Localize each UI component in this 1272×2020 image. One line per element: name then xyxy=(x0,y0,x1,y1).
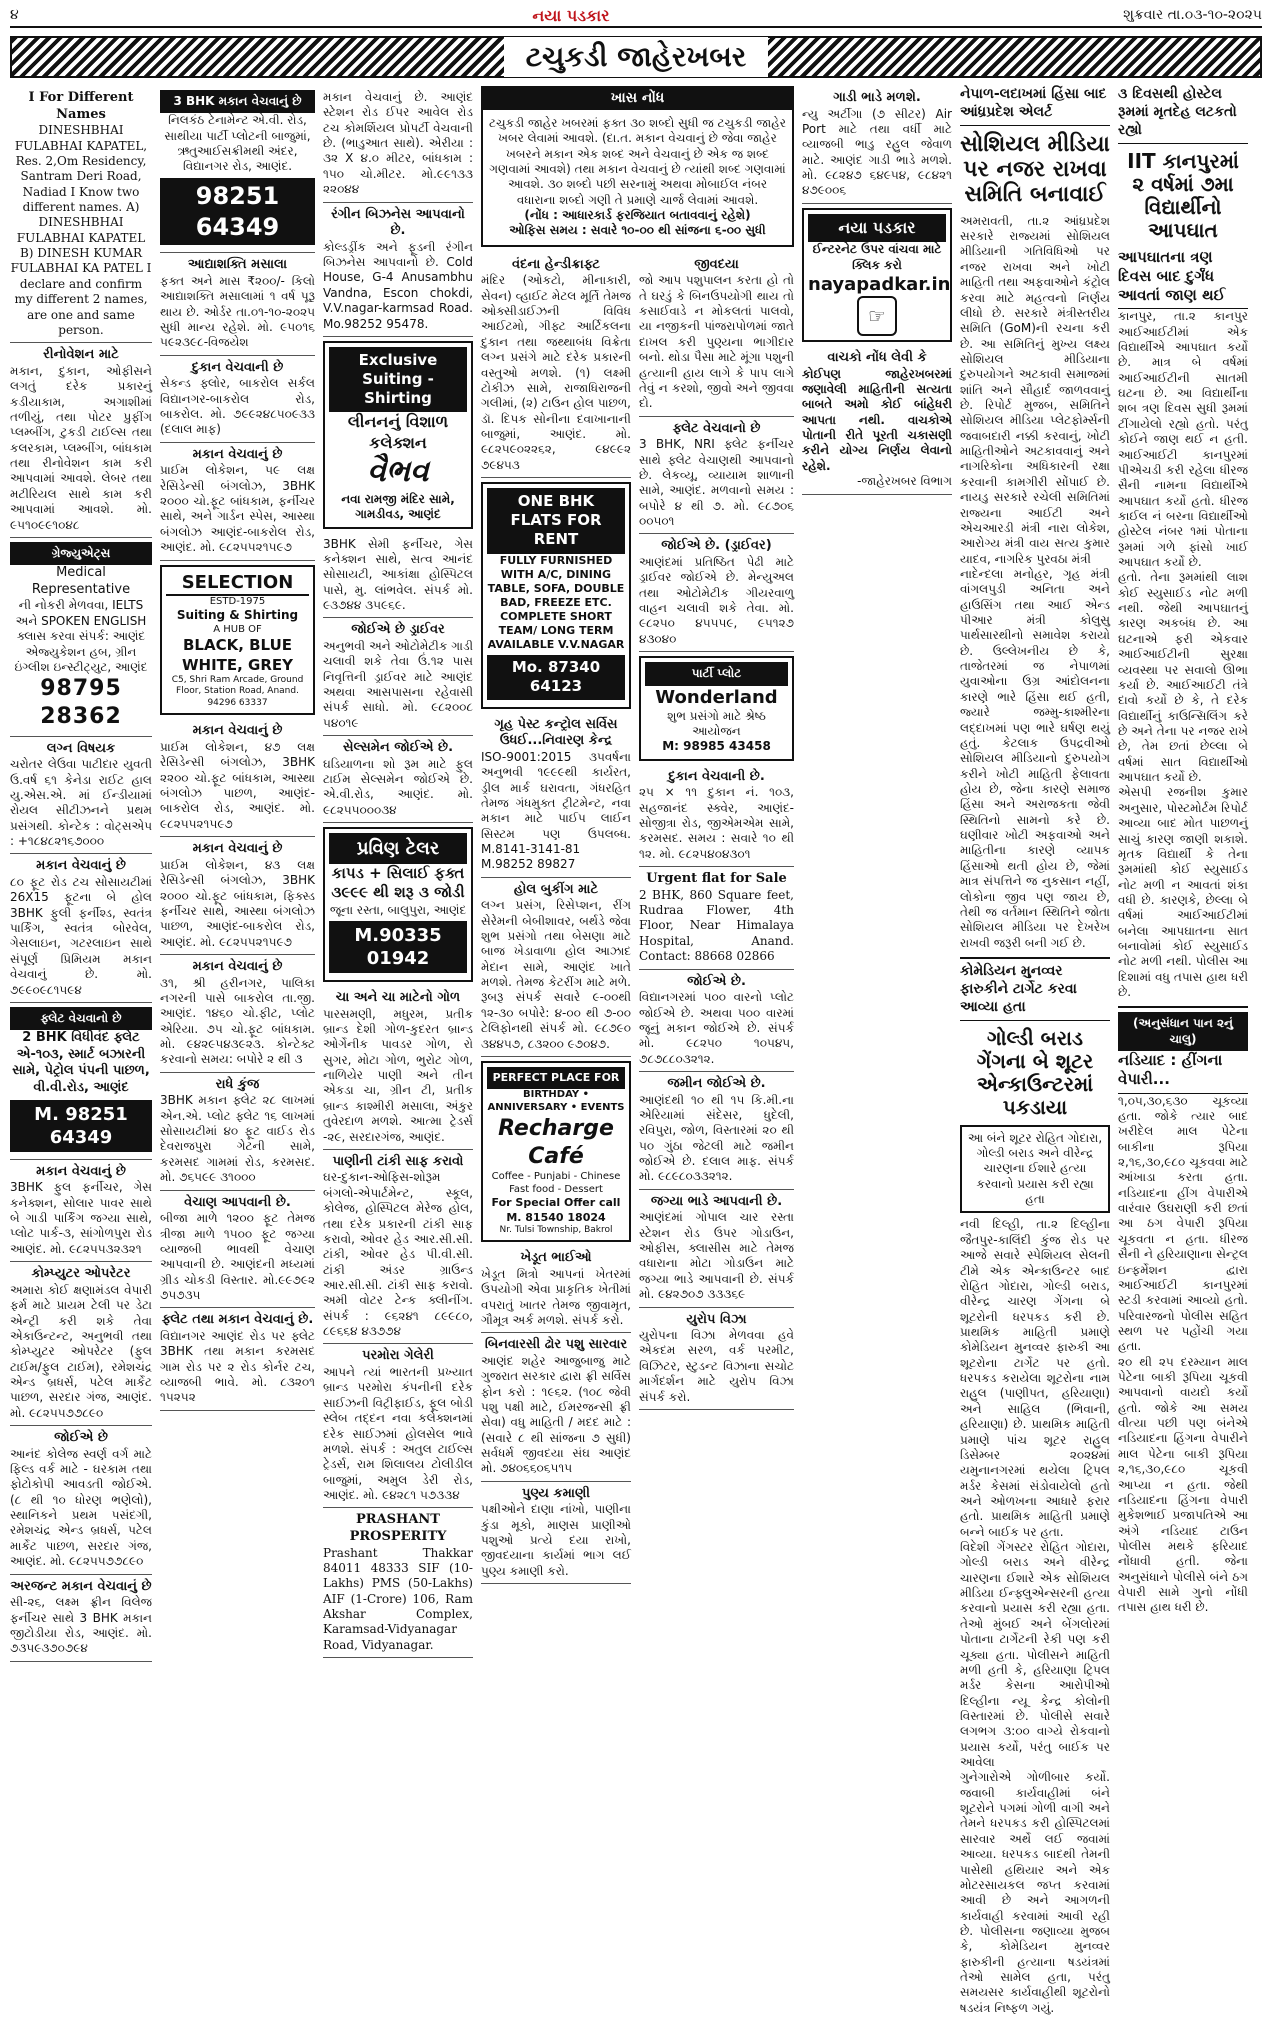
ad-title: મકાન વેચવાનું છે xyxy=(192,958,283,974)
ad-title: નયા પડકાર xyxy=(808,214,946,242)
ad-text: ન્યુ અર્ટીગા (૭ સીટર) Air Port માટે તથા વર્ધી માટે વ્યાજબી ભાડુ રહુલ જેવાળ માટે. આણંદ ગાડી ભાડે મળશે. મો. ૯૮૨૪૭ ૬૪૯૫૪, ૯૮૪૨૧ ૪૭૯૦૦૬ xyxy=(802,106,952,198)
ad-title: પરમોરા ગેલેરી xyxy=(362,1348,434,1364)
marriage-ad xyxy=(10,737,152,855)
gallery-ad xyxy=(323,1344,473,1508)
ad-text: પક્ષીઓને દાણા નાંખો, પાણીના કુંડા મૂકો, માણસ પ્રાણીઓ પશુઓ પ્રત્યે દયા રાખો, જીવદયાના કાર્યમાં ભાગ લઈ પુણ્ય કમાણી કરો. xyxy=(481,1502,631,1578)
ad-text: પારસમણી, મધુરમ, પ્રતીક બ્રાન્ડ દેશી ગોળ-કુદરત બ્રાન્ડ ઓર્ગેનીક પાવડર ગોળ, રો સુગર, મોટા ગોળ, ભુરોટ ગોળ, નાળિયેર પાણી અને તીન એકડા ચા, ગ્રીન ટી, પ્રતીક બ્રાન્ડ કાશ્મીરી મસાલા, અંકુર તુવેરદાળ મળશે. આત્મા ટ્રેડર્સ -૨૯, સરદારગંજ, આણંદ. xyxy=(323,1006,473,1144)
ad-text: આણંદમાં ગોપાલ ચાર રસ્તા સ્ટેશન રોડ ઉપર ગોડાઉન, ઓફીસ, ક્લાસીસ માટે તેમજ વધારાના મોટા ગોડાઉન માટે જગ્યા ભાડે આપવાની છે. સંપર્ક મો. ૯૪૨૭૦૭ ૩૩૩૬૯ xyxy=(639,1210,794,1302)
ad-text: ફક્ત અને માસ ₹૨૦૦/- કિલો આદ્યાશક્તિ મસાલામાં ૧ વર્ષ પૂરૂ થાય છે. ઓર્ડર તા.૦૧-૧૦-૨૦૨૫ સુધી માન્ય રહેશે. મો. ૯૫૦૧૬ ૫૯૨૩૯૮-વિજયેશ xyxy=(160,273,315,350)
news-body: અમરાવતી, તા.૨ આંધ્રપ્રદેશ સરકારે રાજ્યમાં સોશિયલ મીડિયાની ગતિવિધિઓ પર નજર રાખવા અને ખોટી માહિતી તથા અફવાઓને કંટ્રોલ કરવા માટે મહત્વનો નિર્ણય લીધો છે. સરકારે મંત્રીસ્તરીય સમિતિ (GoM)ની રચના કરી છે. આ સમિતિનું મુખ્ય લક્ષ્ય સોશિયલ મીડિયાના દુરુપયોગને અટકાવી સમાજમાં શાંતિ અને સૌહાર્દ જાળવવાનું છે. રિપોર્ટ મુજબ, સમિતિને સોશિયલ મીડિયા પ્લેટફોર્મ્સની જવાબદારી નક્કી કરવાનું, ખોટી માહિતીઓને અટકાવવાનું અને નાગરિકોના અધિકારની રક્ષા કરવાની કામગીરી સોંપાઈ છે. નાયડુ સરકારે રચેલી સમિતિમાં રાજ્યના આઈટી અને એચઆરડી મંત્રી નારા લોકેશ, આરોગ્ય મંત્રી વાય સત્ય કુમાર યાદવ, નાગરિક પુરવઠા મંત્રી xyxy=(960,213,1110,566)
ad-title: I For Different Names xyxy=(28,90,134,122)
ad-title: ખેડૂત ભાઈઓ xyxy=(520,1250,592,1266)
news-body: કાનપુર, તા.૨ કાનપુર આઈઆઈટીમાં એક વિદ્યાર્થીએ આપઘાત કર્યો છે. માત્ર બે વર્ષમાં આઈઆઈટીની સાતમી ઘટના છે. આ વિદ્યાર્થીના શબ ત્રણ દિવસ સુધી રૂમમાં ટીંગાયેલો રહ્યો હતો. પરંતુ કોઈને જાણ થઈ ન હતી. આઈઆઈટી કાનપુરમાં પીએચડી કરી રહેલા ધીરજ સૈની નામના વિદ્યાર્થીએ આપઘાત કર્યો હતો. ધીરજ કાઈલ નં બરના વિદ્યાર્થીઓ હોસ્ટેલ નંબર ૧માં પોતાના રૂમમાં ગળે ફાંસો ખાઈ આપઘાત કર્યો છે. xyxy=(1118,309,1248,570)
news-kicker: નેપાળ-લદાખમાં હિંસા બાદ આંધ્રપ્રદેશ એલર્ટ xyxy=(960,86,1110,126)
ad-line: Suiting & Shirting xyxy=(176,608,299,623)
ad-signature: -જાહેરખબર વિભાગ xyxy=(857,474,952,489)
ad-title: વેચાણ આપવાની છે. xyxy=(184,1194,291,1210)
ad-subtitle: Medical Representative xyxy=(31,565,131,597)
ad-address: C5, Shri Ram Arcade, Ground Floor, Station Road, Anand. 94296 63337 xyxy=(171,674,304,708)
ad-title: પાણીની ટાંકી સાફ કરાવો xyxy=(332,1153,464,1169)
readers-note xyxy=(802,346,952,495)
ad-title: રીનોવેશન માટે xyxy=(43,347,119,363)
ad-title: રાધે કુંજ xyxy=(215,1076,260,1092)
news-body: એસપી રજનીશ કુમાર અનુસાર, પોસ્ટમોર્ટમ રિપોર્ટ આવ્યા બાદ મોત પાછળનું સાચું કારણ જાણી શકાશે. મૃતક વિદ્યાર્થી કે તેના રૂમમાંથી કોઈ સ્યુસાઈડ નોટ મળી ન આવતાં શંકા વધી છે. કારણકે, છેલ્લા બે વર્ષમાં આઈઆઈટીમાં બનેલા આપઘાતના સાત બનાવોમાં કોઈ સ્યુસાઈડ નોટ મળી નથી. પોલીસ આ દિશામાં વધુ તપાસ હાથ ધરી છે. xyxy=(1118,785,1248,1000)
ad-text: 3BHK મકાન ફ્લેટ ૨૮ લાખમાં એન.એ. પ્લોટ ફ્લેટ ૧૬ લાખમાં સોસાયટીમાં ૪૦ ફૂટ વાઈડ રોડ દેવરાજપુરા ગેટની સામે, કરમસદ ગામમાં રોડ, કરમસદ. મો. ૭૬૫૯૯ ૩૧૦૦૦ xyxy=(160,1093,315,1185)
ad-line: A HUB OF xyxy=(213,623,262,635)
ad-title: મકાન વેચવાનું છે xyxy=(36,858,126,874)
classifieds-banner xyxy=(10,36,1262,78)
bhk-sale-ad xyxy=(160,86,315,253)
ad-text: ૨૫ × ૧૧ દુકાન નં. ૧૦૩, સહજાનંદ સ્ક્વેર, આણંદ-સોજીત્રા રોડ, જીએમએમ સામે, કરમસદ. સમય : સવારે ૧૦ થી ૧૨. મો. ૯૮૨૫૪૦૪૩૦૧ xyxy=(639,785,794,861)
party-plot-ad xyxy=(639,656,794,760)
ad-list: BIRTHDAY • ANNIVERSARY • EVENTS xyxy=(487,1088,625,1113)
vaibhav-ad xyxy=(323,341,473,529)
house-sale-ad xyxy=(160,719,315,837)
ad-phone: M: 98985 43458 xyxy=(662,739,771,754)
column-5 xyxy=(639,253,794,1584)
ad-text: કાપડ + સિલાઈ ફક્ત ૩૯૯૯ થી શરૂ ૩ જોડી xyxy=(331,864,465,902)
ad-title: જીવદયા xyxy=(694,256,739,272)
ad-title: મકાન વેચવાનું છે xyxy=(36,1163,126,1179)
ad-title: પ્રવિણ ટેલર xyxy=(329,833,467,864)
mouse-click-icon: ☞ xyxy=(857,296,897,336)
ad-text: કોઈપણ જાહેરખબરમાં જણાવેલી માહિતીની સત્યતા બાબતે અમો કોઈ બાંહેધરી આપતા નથી. વાચકોએ પોતાની રીતે પૂરતી ચકાસણી કરીને યોગ્ય નિર્ણય લેવાનો રહેશે. xyxy=(802,366,952,473)
hall-booking-ad xyxy=(481,878,631,1057)
news-body: ૧,૦૫,૩૦,૬૩૦ ચૂકવ્યા હતા. જોકે ત્યાર બાદ ખરીદેલ માલ પેટેના બાકીના રૂપિયા ૨,૧૬,૩૦,૯૮૦ ચૂકવવા માટે આંખાડા કરતા હતા. નડિયાદના હીંગ વેપારીએ વારંવાર ઉઘરાણી કરી છતાં આ ઠગ વેપારી રૂપિયા ચૂકવતા ન હતા. ધીરજ સૈની ને હરિયાણાના સેન્ટ્રલ ઇન્ફર્મેશન દ્વારા આઈઆઈટી કાનપુરમાં સ્ટડી કરવામાં આવ્યો હતો. પરિવારજનો પોલીસ સહિત સ્થળ પર પહોંચી ગયા હતા. xyxy=(1118,1093,1248,1354)
renovation-ad xyxy=(10,343,152,538)
news-body: ૨૦ થી ૨૫ દરમ્યાન માલ પેટેના બાકી રૂપિયા ચૂકવી આપવાનો વાયદો કર્યો હતો. જોકે આ સમય વીત્યા પછી પણ બંનેએ નડિયાદના હિંગના વેપારીને માલ પેટેના બાકી રૂપિયા ૨,૧૬,૩૦,૯૮૦ ચૂકવી આપ્યા ન હતા. જેથી નડિયાદના હિંગના વેપારી મુકેશભાઈ પ્રજાપતિએ આ અંગે નડિયાદ ટાઉન પોલીસ મથકે ફરિયાદ નોંધાવી હતી. જેના અનુસંધાને પોલીસે બંને ઠગ વેપારી સામે ગુનો નોંધી તપાસ હાથ ધરી છે. xyxy=(1118,1354,1248,1615)
animal-care-ad xyxy=(481,1333,631,1482)
bhk-ad xyxy=(323,533,473,619)
news-headline: ગોલ્ડી બરાડ ગેંગના બે શૂટર એન્કાઉન્ટરમાં પકડાયા xyxy=(976,1025,1094,1119)
ad-text: પ્રાઈમ લોકેશન, ૫૯ લક્ષ રેસિડેન્સી બંગલોઝ, 3BHK ૨૦૦૦ ચો.ફૂટ બાંધકામ, ફર્નીચર સાથે, અને ગાર્ડન સ્પેસ, આસ્થા બંગલોઝ આણંદ-બાકરોલ રોડ, આણંદ. મો. ૯૮૨૫૫૨૧૫૯૭ xyxy=(160,463,315,555)
ad-title: ચા અને ચા માટેનો ગોળ xyxy=(335,990,461,1005)
shop-sale-ad xyxy=(160,356,315,443)
ad-phone: M.90335 01942 xyxy=(329,921,467,973)
column-3 xyxy=(323,86,473,2016)
urgent-flat-ad xyxy=(639,867,794,969)
ad-subtitle: ઈન્ટરનેટ ઉપર વાંચવા માટે ક્લિક કરો xyxy=(812,242,942,272)
ad-text: બીજા માળે ૧૨૦૦ ફૂટ તેમજ ત્રીજા માળે ૧૫૦૦ ફૂટ જગ્યા વ્યાજબી ભાવથી વેચાણ આપવાની છે. આણંદની મધ્યમાં ગ્રીડ ચોકડી વિસ્તાર. મો.૯૯૭૯૨ ૭૫૭૩૫ xyxy=(160,1211,315,1302)
sale-ad xyxy=(160,1191,315,1309)
ad-title: ફ્લેટ વેચવાનો છે xyxy=(672,420,761,436)
ad-title: વાચકો નોંધ લેવી કે xyxy=(827,350,927,365)
ad-phone: For Special Offer call M. 81540 18024 xyxy=(491,1196,621,1224)
ad-title: 3 BHK મકાન વેચવાનું છે xyxy=(160,90,315,113)
driver-ad xyxy=(639,534,794,652)
ad-title: પાર્ટી પ્લોટ xyxy=(645,662,788,685)
news-headline: સોશિયલ મીડિયા પર નજર રાખવા સમિતિ બનાવાઈ xyxy=(960,131,1110,208)
ad-title: યુરોપ વિઝા xyxy=(686,1311,747,1327)
ad-text: જો આપ પશુપાલન કરતા હો તો તે ઘરડું કે બિનઉપયોગી થાય તો કસાઈવાડે ન મોકલતાં પાલવો, યા નજીકની પાંજરાપોળમાં જાતે દાખલ કરી પુણ્યના ભાગીદાર બનો. થોડા પૈસા માટે મૂંગા પશુની હત્યાની હાય લાગે કે પાપ લાગે તેવું ન કરશો, જીવો અને જીવવા દો. xyxy=(639,273,794,411)
ad-text: અમારા કોઈ ક્ષણામંડલ વેપારી ફર્મ માટે પ્રાયમ ટેલી પર ડેટા એન્ટ્રી કરી શકે તેવા એકાઉન્ટન્ટ, અનુભવી તથા કોમ્પ્યુટર ઓપરેટર (ફુલ ટાઈમ/ફુલ ટાઈમ), રમેશચંદ્ર એન્ડ બ્રધર્સ, પટેલ માર્કેટ પાછળ, સરદાર ગંજ, આણંદ. મો. ૯૮૨૫૫૭૭૮૯૦ xyxy=(10,1282,152,1420)
classifieds-title: ટચુકડી જાહેરખબર xyxy=(504,37,769,77)
ad-text: આણંદમાં પ્રતિષ્ઠિત પેઢી માટે ડ્રાઈવર જોઈએ છે. મેન્યુઅલ તથા ઓટોમેટીક ગીયરવાળુ વાહન ચલાવી શકે તેવા. મો. ૯૮૨૫૦ ૪૫૫૫૯, ૯૫૧૨૭ ૪૩૦૪૦ xyxy=(639,555,794,646)
ad-title: SELECTION xyxy=(166,571,309,596)
ad-text: લગ્ન પ્રસંગ, રિસેપ્શન, રીંગ સેરેમની બેબીશાવર, બર્થડે જેવા શુભ પ્રસંગો તથા બેસણા માટે બાજ ખેડાવાળા હોલ આઝાદ મેદાન સામે, આણંદ ખાતે મળશે. તેમજ કેટરીંગ માટે મળે. રૂબરૂ સંપર્ક સવારે ૯-૦૦થી ૧૨-૩૦ બપોરે: ૪-૦૦ થી ૭-૦૦ ટેલિફોનથી સંપર્ક મો. ૯૮૭૯૦ ૩૪૪૫૭, ૮૩૨૦૦ ૯૭૦૪૭. xyxy=(481,898,631,1051)
ad-text: ચરોતર લેઉવા પાટીદાર યુવતી ઉ.વર્ષ ૬૧ કેનેડા રાઈટ હાલ યુ.એસ.એ. માં ઈન્ડીયામાં રોયલ સીટીઝનને પ્રથમ પ્રસંગથી. કોન્ટેક : વોટ્સએપ : +૧૮૪૮૨૧૬૭૦૦૦ xyxy=(10,757,152,848)
ad-text: મંદિર (ઓકટો, મીનાકારી, સેવન) વ્હાઈટ મેટલ મૂર્તિ તેમજ ઓક્સીડાઈઝની વિવિધ આઈટમો, ગીફ્ટ આર્ટિકલના દુકાન તથા જથ્થાબંધ વિક્રેતા લગ્ન પ્રસંગે માટે દરેક પ્રકારની વસ્તુઓ મળશે. (૧) લક્ષ્મી ટોકીઝ સામે, રાજાધિરાજની ગલીમાં, (૨) ટાઉન હોલ પાછળ, ડૉ. દિપક સોનીના દવાખાનાની બાજુમાં, આણંદ. મો. ૯૮૨૫૯૦૨૨૬૨, ૯૪૯૯૨ ૭૯૪૫૩ xyxy=(481,273,631,472)
ad-address: નવા રામજી મંદિર સામે, ગામડીવડ, આણંદ xyxy=(341,491,455,522)
house-sale-ad xyxy=(10,854,152,1003)
space-rent-ad xyxy=(639,1190,794,1308)
ad-title: ગ્રેજ્યુએટ્સ xyxy=(10,542,152,565)
ad-title: જોઈએ છે. (ડ્રાઈવર) xyxy=(661,538,772,554)
ad-title: ફ્લેટ વેચવાનો છે xyxy=(10,1007,152,1030)
ad-text: અનુભવી અને ઓટોમેટીક ગાડી ચલાવી શકે તેવા ઉં.૧૨ પાસ નિવૃત્તિની ડ્રાઈવર માટે આણંદ અથવા આસપાસના રહેવાસી સંપર્ક સાધો. મો. ૯૮૨૦૦૮ ૫૪૦૧૯ xyxy=(323,638,473,730)
ad-text: ઘડિયાળના શો રૂમ માટે ફુલ ટાઈમ સેલ્સમેન જોઈએ છે. એ.વી.રોડ, આણંદ. મો. ૯૮૨૫૫૦૦૦૩૪ xyxy=(323,756,473,817)
ad-title: જગ્યા ભાડે આપવાની છે. xyxy=(650,1193,783,1209)
ad-text: DINESHBHAI FULABHAI KAPATEL, Res. 2,Om Residency, Santram Deri Road, Nadiad I Know two different names. A) DINESHBHAI FULABHAI KAPATEL B) DINESH KUMAR FULABHAI KA PATEL I declare and confirm my different 2 names, are one and same person. xyxy=(10,123,152,337)
newspaper-brand: નયા પડકાર xyxy=(532,5,610,25)
ad-text: ઘર-દુકાન-ઓફિસ-શોરૂમ બંગલો-એપાર્ટમેન્ટ, સ્કૂલ, કોલેજ, હોસ્પિટલ મેરેજ હોલ, તથા દરેક પ્રકારની ટાંકી સાફ કરાવો, ઓવર હેડ આર.સી.સી. ટાંકી, ઓવર હેડ પી.વી.સી. ટાંકી અંડર ગ્રાઉન્ડ આર.સી.સી. ટાંકી સાફ કરાવો. અમી વોટર ટેન્ક ક્લીનીંગ. સંપર્ક : ૯૬૨૪૧ ૮૯૯૮૦, ૮૯૬૬૪ ૪૩૭૭૪ xyxy=(323,1170,473,1339)
news4-story xyxy=(1118,1006,1248,1615)
ad-title: ફ્લેટ તથા મકાન વેચવાનું છે. xyxy=(161,1312,314,1328)
office-time: ઓફિસ સમય : સવારે ૧૦-૦૦ થી સાંજના ૬-૦૦ સુધી xyxy=(509,223,766,238)
shop-sale-ad xyxy=(639,765,794,867)
news2-story xyxy=(960,957,1110,2016)
continuation-tag: (અનુસંધાન પાન ૨નું ચાલુ) xyxy=(1118,1012,1248,1051)
radhe-kunj-ad xyxy=(160,1073,315,1191)
news-inset: આ બંને શૂટર રોહિત ગોદારા, ગોલ્ડી બરાડ અને વીરેન્દ્ર ચારણના ઈશારે હત્યા કરવાનો પ્રયાસ કરી રહ્યા હતા xyxy=(960,1125,1110,1214)
ad-line: BLACK, BLUE WHITE, GREY xyxy=(181,636,294,674)
ad-text: 3 BHK, NRI ફ્લેટ ફર્નીચર સાથે ફ્લેટ વેચાણથી આપવાનો છે. લેકવ્યૂ, વ્યાયામ શાળાની સામે, આણંદ. મળવાનો સમય : બપોરે ૪ થી ૭. મો. ૯૮૭૦૬ ૦૦૫૦૧ xyxy=(639,437,794,529)
tea-ad xyxy=(323,986,473,1150)
ad-title: મકાન વેચવાનું છે xyxy=(192,723,283,739)
jivdaya-ad xyxy=(639,253,794,417)
driver-ad xyxy=(323,618,473,736)
column-7-news xyxy=(960,86,1110,2016)
business-ad xyxy=(323,203,473,337)
ad-address: Nr. Tulsi Township, Bakrol xyxy=(499,1224,613,1235)
ad-text: આપને ત્યાં ભારતની પ્રખ્યાત બ્રાન્ડ પરમોરા કંપનીની દરેક સાઈઝની વિટ્રીફાઈડ, ફૂલ બોડી સ્લેબ તદ્દન નવા કલેક્શનમાં દરેક સાઈઝમાં હોલસેલ ભાવે મળશે. સંપર્ક : અતુલ ટાઈલ્સ ટ્રેડર્સ, રામ શિલાલય ટોલીડીલ બાજુમાં, અમુલ ડેરી રોડ, આણંદ. મો. ૯૪૨૮૧ ૫૭૩૩૪ xyxy=(323,1365,473,1502)
ad-subtitle: લીનનનું વિશાળ કલેક્શન xyxy=(347,412,449,452)
special-note xyxy=(481,86,794,247)
prashant-ad xyxy=(323,1508,473,1658)
news-kicker: કોમેડિયન મુનવ્વર ફારુકીને ટાર્ગેટ કરવા આવ્યા હતા xyxy=(960,963,1110,1021)
ad-text: મકાન, દુકાન, ઓફીસને લગતું દરેક પ્રકારનું કડીયાકામ, અગાશીમાં તળીયું, તથા પોટર પ્રુફીંગ પ્લમ્બીંગ, ટુકડી ટાઈલ્સ તથા કલરકામ, પ્લમ્બીંગ, બાંધકામ તથા રીનોવેશન કામ કરી આપવામાં આવશે. લેબર તથા મટીરિયલ સાથે કામ કરી આપવામાં આવશે. મો. ૯૫૧૦૯૯૧૦૪૮ xyxy=(10,363,152,532)
ad-title: જોઈએ છે. xyxy=(687,973,746,989)
columns xyxy=(10,86,1262,2016)
news-subhead: આપઘાતના ત્રણ દિવસ બાદ દુર્ગંધ આવતાં જાણ થઈ xyxy=(1118,248,1248,310)
ad-text: 3BHK ફુલ ફર્નીચર, ગેસ કનેક્શન, સોલાર પાવર સાથે બે ગાડી પાર્કિંગ જગ્યા સાથે, પ્લોટ પાર્ક-૩, સાંગોળપુરા રોડ આણંદ. મો. ૯૮૨૫૫૩૨૩૨૧ xyxy=(10,1180,152,1256)
car-rent-ad xyxy=(802,86,952,204)
name-change-ad xyxy=(10,86,152,343)
news-kicker: ૩ દિવસથી હોસ્ટેલ રૂમમાં મૃતદેહ લટકતો રહ્યો xyxy=(1118,86,1248,144)
ad-title: ONE BHK FLATS FOR RENT xyxy=(487,488,625,554)
ad-title: Exclusive Suiting - Shirting xyxy=(329,347,467,413)
note-title: ખાસ નોંધ xyxy=(483,88,792,110)
news-headline: IIT કાનપુરમાં ૨ વર્ષમાં ૭મા વિદ્યાર્થીનો આપઘાત xyxy=(1127,148,1239,242)
ad-text: યુરોપના વિઝા મેળવવા હવે એકદમ સરળ, વર્ક પરમીટ, વિઝિટર, સ્ટુડન્ટ વિઝાના સચોટ માર્ગદર્શન માટે યુરોપ વિઝા સંપર્ક કરો. xyxy=(639,1328,794,1404)
ad-title: Urgent flat for Sale xyxy=(646,871,787,887)
ad-title: સેલ્સમેન જોઈએ છે. xyxy=(342,740,454,756)
ad-title: ગાડી ભાડે મળશે. xyxy=(833,90,921,105)
ad-text: ની નોકરી મેળવવા, IELTS અને SPOKEN ENGLISH ક્લાસ કરવા સંપર્ક: આણંદ એજ્યુકેશન હબ, ગ્રીન ઇંગ્લીશ ઇન્સ્ટીટ્યુટ, આણંદ xyxy=(14,598,148,674)
commercial-house-ad xyxy=(323,86,473,203)
ad-title: લગ્ન વિષયક xyxy=(46,740,116,756)
column-4-5-body xyxy=(481,253,794,1584)
page-number: ૪ xyxy=(10,7,19,24)
ad-address: જૂના રસ્તા, બાલુપુરા, આણંદ xyxy=(329,902,467,917)
house-sale-ad xyxy=(160,955,315,1073)
vaibhav-logo: વૈભવ xyxy=(367,454,429,490)
news-body: ગુનેગારોએ ગોળીબાર કર્યો. જવાબી કાર્યવાહીમાં બંને શૂટરોને પગમાં ગોળી વાગી અને તેમને ધરપકડ કરી હોસ્પિટલમાં સારવાર અર્થે લઈ જવામાં આવ્યા. ધરપકડ બાદથી તેમની પાસેથી હથિયાર અને એક મોટરસાયકલ જપ્ત કરવામાં આવી છે અને આગળની કાર્યવાહી કરવામાં આવી રહી છે. પોલીસના જણાવ્યા મુજબ કે, કોમેડિયન મુનવ્વર ફારુકીની હત્યાના ષડયંત્રમાં તેઓ સામેલ હતા, પરંતુ સમયસર કાર્યવાહીથી શૂટરોનો ષડયંત્ર નિષ્ફળ ગયું. xyxy=(960,1770,1110,2015)
ad-text: FULLY FURNISHED WITH A/C, DINING TABLE, SOFA, DOUBLE BAD, FREEZE ETC. COMPLETE SHORT TEAM/ LONG TERM AVAILABLE V.V.NAGAR xyxy=(487,553,625,652)
note-footnote: (નોંધ : આધારકાર્ડ ફરજિયાત બતાવવાનું રહેશે) xyxy=(524,208,751,223)
column-4 xyxy=(481,253,631,1584)
ad-phone: 98795 28362 xyxy=(40,676,122,730)
ad-title: જોઈએ છે xyxy=(54,1430,108,1446)
ad-text: ૮૦ ફૂટ રોડ ટચ સોસાયટીમાં 26X15 ફૂટના બે હોલ 3BHK ફુલી ફર્નીશ્ડ, સ્વતંત્ર પાર્કિંગ, સ્વતંત્ર બોરવેલ, ગેસલાઇન, ગટરલાઇન સાથે સંપૂર્ણ પ્રિમિયમ મકાન વેચવાનું છે. મો. ૭૯૯૦૯૮૧૫૯૪ xyxy=(10,874,152,997)
plot-wanted-ad xyxy=(639,970,794,1072)
party-plot-logo: Wonderland xyxy=(655,686,778,708)
punya-ad xyxy=(481,1482,631,1584)
pest-control-ad xyxy=(481,713,631,878)
europe-visa-ad xyxy=(639,1308,794,1410)
ad-title: વંદના હેન્ડીક્રાફ્ટ xyxy=(512,256,600,272)
flat-sale-ad xyxy=(639,417,794,535)
ad-title: ગૃહ પેસ્ટ કન્ટ્રોલ સર્વિસ ઉધઈ...નિવારણ કેન્દ્ર xyxy=(494,716,618,749)
column-1 xyxy=(10,86,152,2016)
ad-text: મકાન વેચવાનું છે. આણંદ સ્ટેશન રોડ ઈપર આવેલ રોડ ટચ કોમર્શિયલ પ્રોપર્ટી વેચવાની છે. (ભાડુઆત સાથે). એરીયા : ૩૨ X ૪.૦ મીટર, બાંધકામ : ૧૫૦ ચો.મીટર. મો.૯૯૧૩૩ ૨૨૦૪૪ xyxy=(323,90,473,197)
ad-subtitle: Coffee - Punjabi - Chinese Fast food - Dessert xyxy=(491,1170,621,1195)
ad-title: બિનવારસી ઢોર પશુ સારવાર xyxy=(484,1337,628,1353)
flat-sale-ad xyxy=(10,1003,152,1160)
tank-cleaning-ad xyxy=(323,1150,473,1345)
ad-subtitle: ESTD-1975 xyxy=(209,595,266,607)
ad-title: PRASHANT PROSPERITY xyxy=(349,1512,447,1544)
ad-title: હોલ બુકીંગ માટે xyxy=(513,881,599,897)
page-header xyxy=(10,6,1262,28)
ad-text: આણંદથી ૧૦ થી ૧૫ કિ.મી.ના એરિયામાં સંદેસર, ધુદેલી, રવિપુરા, જોળ, વિસ્તારમાં ૨૦ થી ૫૦ ગુંઠા જેટલી માટે જમીન જોઈએ છે. દલાલ માફ. સંપર્ક મો. ૯૮૯૮૦૩૩૨૧૨. xyxy=(639,1092,794,1184)
ad-text: સી-૨૬, લક્ષ્મ ફ્રીન વિલેજ ફર્નીચર સાથે 3 BHK મકાન જીટોડીયા રોડ, આણંદ. મો. ૭૩૫૯૩૭૦૭૯૪ xyxy=(10,1595,152,1656)
house-sale2-ad xyxy=(10,1160,152,1262)
ad-title: દુકાન વેચવાની છે. xyxy=(668,768,765,784)
ad-text: Prashant Thakkar 84011 48333 SIF (10-Lakhs) PMS (50-Lakhs) AIF (1-Crore) 106, Ram Akshar Complex, Karamsad-Vidyanagar Road, Vidyanagar. xyxy=(323,1545,473,1652)
ad-text: નિલકંઠ ટેનામેન્ટ એ.વી. રોડ, સાથીયા પાર્ટી પ્લોટની બાજુમાં, ઋતુઆઈસક્રીમથી અંદર, વિદ્યાનગર રોડ, આણંદ. xyxy=(164,113,311,174)
ad-text: પ્રાઈમ લોકેશન, ૪૩ લક્ષ રેસિડેન્સી બંગલોઝ, 3BHK ૨૦૦૦ ચો.ફૂટ બાંધકામ, ફિક્સ્ડ ફર્નીચર સાથે, આસ્થા બંગલોઝ પાછળ, આણંદ-બાકરોલ રોડ, આણંદ. મો. ૯૮૨૫૫૨૧૫૯૭ xyxy=(160,857,315,949)
cafe-logo: Recharge Café xyxy=(498,1115,614,1169)
ad-text: વિદ્યાનગરમાં ૫૦૦ વારનો પ્લોટ જોઈએ છે. અથવા ૫૦૦ વારમાં જૂનું મકાન જોઈએ છે. સંપર્ક મો. ૯૮૨૫૦ ૧૦૫૪૫, ૭૮૭૮૮૦૩૨૧૨. xyxy=(639,990,794,1066)
ad-text: ISO-9001:2015 ૩૫વર્ષના અનુભવી ૧૯૯૯થી કાર્યરત, ડ્રીલ માર્ક ઘરાવતા, ગંધરહિત તેમજ ગંધમુક્ત ટ્રીટમેન્ટ, નવા મકાન માટે પાઈપ લાઈન સિસ્ટમ પણ ઉપલબ્ધ. M.8141-3141-81 M.98252 89827 xyxy=(481,749,631,872)
ad-text: ૩૧, શ્રી હરીનગર, પાલિકા નગરની પાસે બાકરોલ તા.જી. આણંદ. ૧૪૬૦ ચો.ફીટ, પ્લોટ એરિયા. ૭૫ ચો.ફૂટ બાંધકામ. મો. ૯૪૨૯૫૪૩૯૨૩. કોન્ટેક્ટ કરવાનો સમય: બપોરે ૨ થી ૩ xyxy=(160,975,315,1067)
rent-flat-ad xyxy=(481,482,631,708)
issue-date: શુક્રવાર તા.૦૩-૧૦-૨૦૨૫ xyxy=(1123,7,1262,24)
website-link[interactable]: nayapadkar.in xyxy=(808,273,951,295)
ad-title: રંગીન બિઝનેસ આપવાનો છે. xyxy=(331,206,465,239)
ad-text: વિદ્યાનગર આણંદ રોડ પર ફ્લેટ 3BHK તથા મકાન કરમસદ ગામ રોડ પર ૨ રોડ કોર્નર ટચ, વ્યાજબી ભાવે. મો. ૮૩૨૦૧ ૧૫૨૫૨ xyxy=(160,1328,315,1405)
ad-title: જોઈએ છે ડ્રાઈવર xyxy=(351,622,445,638)
ad-title: મકાન વેચવાનું છે xyxy=(192,841,283,857)
ad-text: કોલ્ડડ્રીંક અને ફૂડની રંગીન બિઝનેસ આપવાનો છે. Cold House, G-4 Anusambhu Vandna, Escon chokdi, V.V.nagar-karmsad Road. Mo.98252 95478. xyxy=(323,239,473,331)
ad-title: અરજન્ટ મકાન વેચવાનું છે xyxy=(10,1578,152,1594)
column-2 xyxy=(160,86,315,2016)
ad-text: આણંદ શહેર આજુબાજુ માટે ગુજરાત સરકાર દ્વારા ફ્રી સર્વિસ ફોન કરો : ૧૯૬૨. (૧૦૮ જેવી પશુ પક્ષી માટે, ઈમરજન્સી ફ્રી સેવા) વધુ માહિતી / મદદ માટે : (સવારે ૮ થી સાંજના ૭ સુધી) સર્વધર્મ જીવદયા સંઘ આણંદ મો. ૭૪૦૬૬૦૬૫૧૫ xyxy=(481,1353,631,1476)
ad-text: પ્રાઈમ લોકેશન, ૪૭ લક્ષ રેસિડેન્સી બંગલોઝ, 3BHK ૨૨૦૦ ચો.ફૂટ બાંધકામ, આસ્થા બંગલોઝ પાછળ, આણંદ-બાકરોલ રોડ, આણંદ. મો. ૯૮૨૫૫૨૧૫૯૭ xyxy=(160,740,315,831)
ad-text: ખેડૂત મિત્રો આપનાં ખેતરમાં ઉપયોગી એવા પ્રાકૃતિક ખેતીમાં વપરાતું ખાતર તેમજ જીવામૃત, ગૌમૂત્ર અર્ક મળશે. સંપર્ક કરો. xyxy=(481,1266,631,1327)
flat-house-ad xyxy=(160,1308,315,1410)
ad-title: દુકાન વેચવાની છે xyxy=(191,359,284,375)
ad-text: 3BHK સેમી ફર્નીચર, ગેસ કનેક્શન સાથે, સત્વ આનંદ સોસાયટી, આકાંક્ષા હોસ્પિટલ પાસે, મુ. લાંભવેલ. સંપર્ક મો. ૯૩૭૪૪ ૩૫૯૬૯. xyxy=(323,536,473,612)
ad-title: જમીન જોઈએ છે. xyxy=(667,1075,766,1091)
salesman-ad xyxy=(323,736,473,823)
selection-ad xyxy=(160,565,315,716)
ad-phone: M. 98251 64349 xyxy=(10,1100,152,1152)
column-8-news xyxy=(1118,86,1248,2016)
ad-title: કોમ્પ્યુટર ઓપરેટર xyxy=(31,1266,131,1282)
computer-operator-ad xyxy=(10,1262,152,1426)
recharge-cafe-ad xyxy=(481,1061,631,1242)
news-body: વિદેશી ગેંગસ્ટર રોહિત ગોદારા, ગોલ્ડી બરાડ અને વીરેન્દ્ર ચારણના ઈશારે એક સોશિયલ મીડિયા ઈન્ફ્લુએન્સરની હત્યા કરવાનો પ્રયાસ કરી રહ્યા હતા. તેઓ મુંબઈ અને બેંગલોરમાં પોતાના ટાર્ગેટની રેકી પણ કરી ચૂક્યા હતા. પોલીસને માહિતી મળી હતી કે, હરિયાણા ટ્રિપલ મર્ડર કેસના આરોપીઓ દિલ્હીના ન્યૂ કેન્દ્ર કોલોની વિસ્તારમાં છે. પોલીસે સવારે લગભગ ૩:૦૦ વાગ્યે રોકવાનો પ્રયાસ કર્યો, પરંતુ બાઈક પર આવેલા xyxy=(960,1540,1110,1770)
ad-text: 2 BHK વિધીવંદ ફ્લેટ એ-૧૦૩, સ્માર્ટ બઝારની સામે, પેટ્રોલ પંપની પાછળ, વી.વી.રોડ, આણંદ xyxy=(12,1030,150,1096)
column-4-5 xyxy=(481,86,794,2016)
ad-phone: 98251 64349 xyxy=(160,178,315,245)
news-body: નવી દિલ્હી, તા.૨ દિલ્હીના જૈતપુર-કાલિંદી કુંજ રોડ પર આજે સવારે સ્પેશિયલ સેલની ટીમે એક એન્કાઉન્ટર બાદ રોહિત ગોદારા, ગોલ્ડી બરાડ, વીરેન્દ્ર ચારણ ગેંગના બે શૂટરોની ધરપકડ કરી છે. પ્રાથમિક માહિતી પ્રમાણે કોમેડિયન મુનવ્વર ફારુકી આ શૂટરોના ટાર્ગેટ પર હતો. ધરપકડ કરાયેલા શૂટરોના નામ રાહુલ (પાણીપત, હરિયાણા) અને સાહિલ (ભિવાની, હરિયાણા) છે. પ્રાથમિક માહિતી પ્રમાણે પાંચ શૂટર રાહુલ ડિસેમ્બર ૨૦૨૪માં યમુનાનગરમાં થયેલા ટ્રિપલ મર્ડર કેસમાં સંડોવાયેલો હતો અને ઓળખના આધારે ફરાર હતો. પ્રાથમિક માહિતી પ્રમાણે બન્ને બાઈક પર હતા. xyxy=(960,1217,1110,1539)
land-wanted-ad xyxy=(639,1072,794,1190)
news-headline: નડિયાદ : હીંગના વેપારી... xyxy=(1118,1051,1248,1093)
farmer-ad xyxy=(481,1246,631,1333)
ad-phone: Mo. 87340 64123 xyxy=(487,655,625,699)
ad-text: 2 BHK, 860 Square feet, Rudraa Flower, 4th Floor, Near Himalaya Hospital, Anand. Contact: 88668 02866 xyxy=(639,887,794,964)
ad-title: આદ્યાશક્તિ મસાલા xyxy=(187,257,288,273)
handicraft-ad xyxy=(481,253,631,478)
nayapadkar-web-ad[interactable] xyxy=(802,208,952,342)
masala-ad xyxy=(160,253,315,355)
urgent-house-ad xyxy=(10,1575,152,1662)
pravin-tailor-ad xyxy=(323,827,473,982)
ad-title: પુણ્ય કમાણી xyxy=(521,1485,591,1501)
ad-text: સેકન્ડ ફ્લોર, બાકરોલ સર્કલ વિદ્યાનગર-બાકરોલ રોડ, બાકરોલ. મો. ૭૯૯૨૪૮૫૦૯૩૩ (દલાલ માફ) xyxy=(160,376,315,437)
wanted-ad xyxy=(10,1426,152,1575)
column-6 xyxy=(802,86,952,2016)
ad-text: આનંદ કોલેજ સ્વર્ણ વર્ગ માટે ફિલ્ડ વર્ક માટે - ઘરકામ તથા ફોટોકોપી આવડતી જોઈએ. (૮ થી ૧૦ ધોરણ ભણેલો), સ્થાનિકને પ્રથમ પસંદગી, રમેશચંદ્ર એન્ડ બ્રધર્સ, પટેલ માર્કેટ પાછળ, સરદાર ગંજ, આણંદ. મો. ૯૮૨૫૫૭૭૮૯૦ xyxy=(10,1446,152,1569)
graduates-ad xyxy=(10,538,152,737)
note-text: ટચુકડી જાહેર ખબરમાં ફક્ત ૩૦ શબ્દો સુધી જ ટચુકડી જાહેર ખબર લેવામાં આવશે. (દા.ત. મકાન વેચવાનું છે જેવા જાહેર ખબરને મકાન એક શબ્દ અને વેચવાનું છે એક જ શબ્દ ગણવામાં આવશે) તથા મકાન વેચવાનું છે ત્યાંથી શબ્દ ગણવામાં આવશે. ૩૦ શબ્દો પછી સરનામું અથવા મોબાઈલ નંબર વધારાના શબ્દો ગણી તે પ્રમાણે ચાર્જ લેવામાં આવશે. xyxy=(489,115,786,207)
ad-title: મકાન વેચવાનું છે xyxy=(192,446,283,462)
ad-title: PERFECT PLACE FOR xyxy=(487,1067,625,1089)
house-sale-ad xyxy=(160,837,315,955)
ad-subtitle: શુભ પ્રસંગો માટે શ્રેષ્ઠ આયોજન xyxy=(667,708,766,738)
news-body: નાદેન્દલા મનોહર, ગૃહ મંત્રી વાંગલપુડી અનિતા અને હાઉસિંગ તથા આઈ એન્ડ પીઆર મંત્રી કોલુસુ પાર્થસારથીનો સમાવેશ કરાયો છે. ઉલ્લેખનીય છે કે, તાજેતરમાં જ નેપાળમાં યુવાઓના ઉગ્ર આંદોલનના કારણે ભારે હિંસા થઈ હતી, જ્યારે જમ્મુ-કાશ્મીરના લદ્દાખમાં પણ ભારે ઘર્ષણ થયું હતું. કેટલાક ઉપદ્રવીઓ સોશિયલ મીડિયાનો દુરુપયોગ કરીને ખોટી માહિતી ફેલાવતા હોય છે, જેના કારણે સમાજ હિંસા અને અરાજકતા જેવી સ્થિતિનો સામનો કરે છે. ઘણીવાર ખોટી અફવાઓ અને માહિતીના કારણે વ્યાપક હિંસાઓ થતી હોય છે, જેમાં માત્ર સંપત્તિને જ નુકસાન નહીં, લોકોના જીવ પણ જાય છે, તેથી જ વર્તમાન સ્થિતિને જોતા સોશિયલ મીડિયા પર દેખરેખ રાખવી જરૂરી બની ગઈ છે. xyxy=(960,566,1110,950)
house-sale-ad xyxy=(160,443,315,561)
news-body: હતો. તેના રૂમમાંથી લાશ કોઈ સ્યુસાઈડ નોટ મળી નથી. જેથી આપઘાતનું કારણ અકબંધ છે. આ ઘટનાએ ફરી એકવાર આઈઆઈટીની સુરક્ષા વ્યવસ્થા પર સવાલો ઊભા કર્યા છે. આઈઆઈટી તંત્રે દાવો કર્યો છે કે, તે દરેક વિદ્યાર્થીનું કાઉન્સિલિંગ કરે છે અને તેના પર નજર રાખે છે, તેમ છતાં છેલ્લા બે વર્ષમાં સાત વિદ્યાર્થીઓ આપઘાત કર્યો છે. xyxy=(1118,570,1248,785)
